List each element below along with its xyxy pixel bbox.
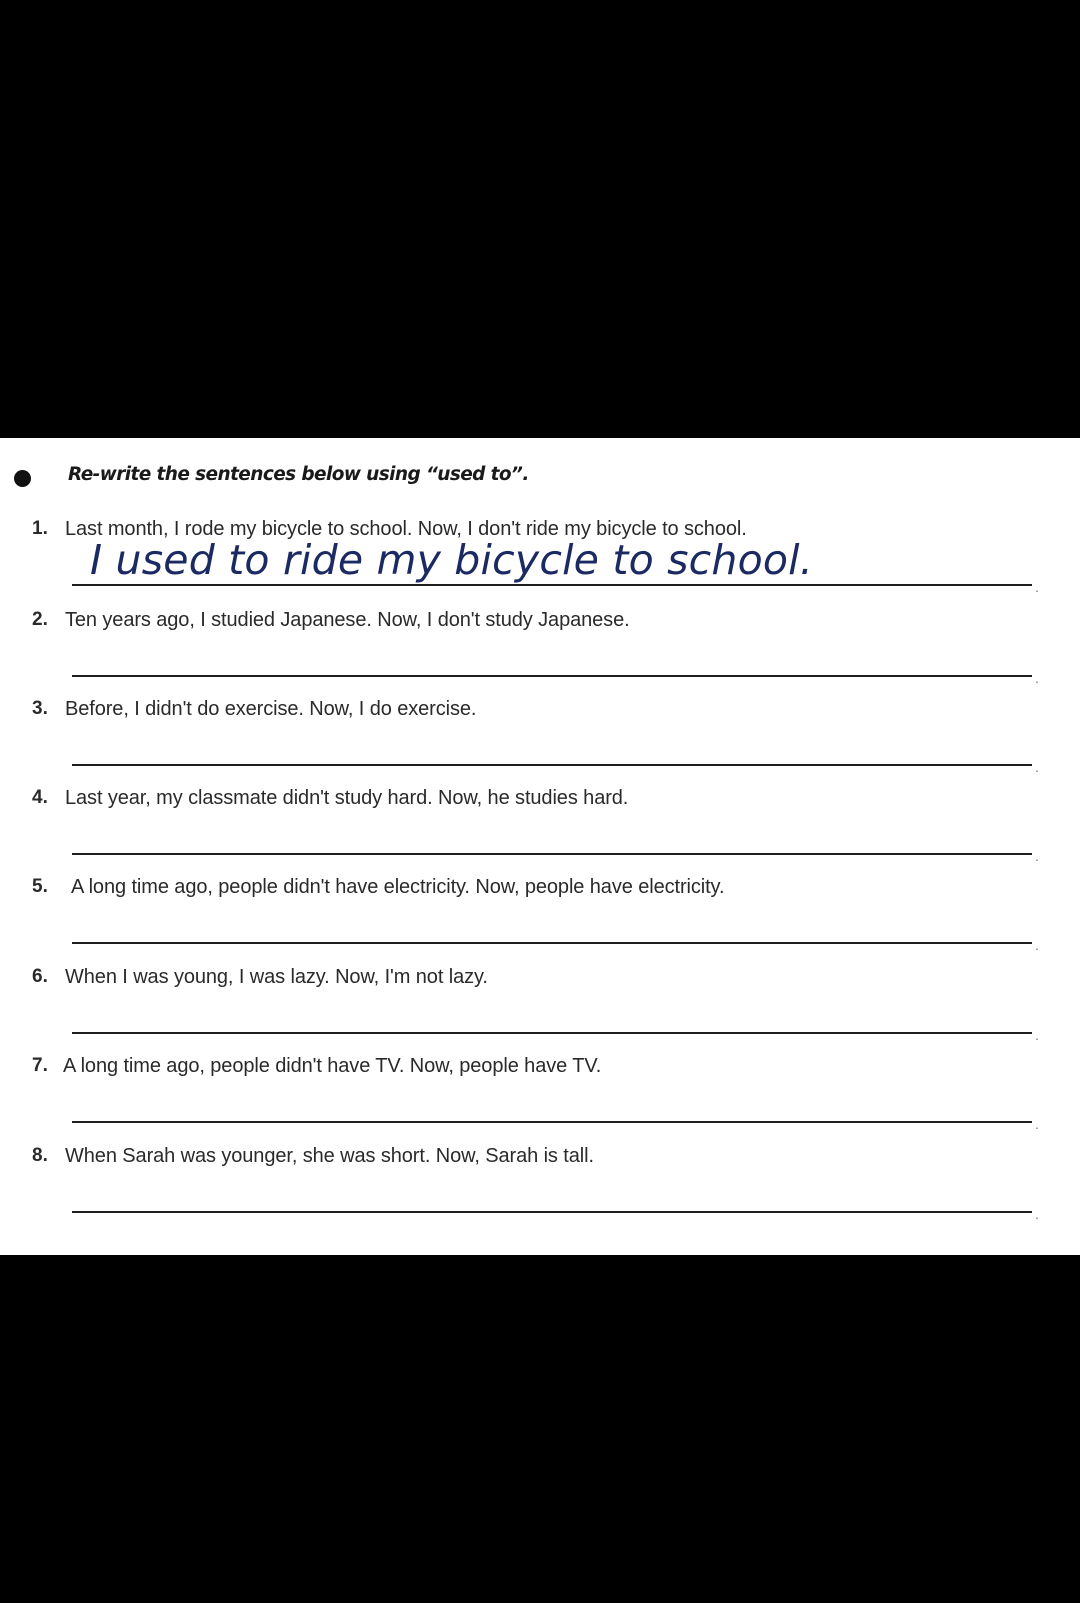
- question-number: 5.: [32, 876, 48, 897]
- worksheet: [0, 438, 1080, 1255]
- question-number: 8.: [32, 1145, 48, 1166]
- answer-line-end-mark: .: [1035, 670, 1039, 686]
- question-text: Before, I didn't do exercise. Now, I do exercise.: [65, 698, 477, 720]
- question-number: 6.: [32, 966, 48, 987]
- question-text: When I was young, I was lazy. Now, I'm not lazy.: [65, 966, 488, 988]
- answer-line-end-mark: .: [1035, 759, 1039, 775]
- question-text: A long time ago, people didn't have TV. Now, people have TV.: [63, 1055, 602, 1077]
- answer-line[interactable]: [72, 1211, 1032, 1213]
- answer-line[interactable]: [72, 1032, 1032, 1034]
- question-text: Last year, my classmate didn't study hard. Now, he studies hard.: [65, 787, 629, 809]
- answer-line[interactable]: [72, 764, 1032, 766]
- answer-line-end-mark: .: [1035, 1116, 1039, 1132]
- instruction: [0, 462, 1080, 492]
- answer-line-end-mark: .: [1035, 1027, 1039, 1043]
- answer-line[interactable]: [72, 675, 1032, 677]
- bullet-icon: [14, 470, 31, 487]
- question-3: [0, 698, 1080, 788]
- answer-line-end-mark: .: [1035, 848, 1039, 864]
- answer-line-end-mark: .: [1035, 579, 1039, 595]
- answer-line-end-mark: .: [1035, 937, 1039, 953]
- question-text: Last month, I rode my bicycle to school. Now, I don't ride my bicycle to school.: [65, 518, 747, 540]
- question-number: 3.: [32, 698, 48, 719]
- question-text: Ten years ago, I studied Japanese. Now, I don't study Japanese.: [65, 609, 630, 631]
- answer-line[interactable]: [72, 853, 1032, 855]
- handwritten-answer[interactable]: I used to ride my bicycle to school.: [90, 536, 813, 584]
- question-number: 1.: [32, 518, 48, 539]
- question-1: [0, 518, 1080, 608]
- question-text: A long time ago, people didn't have electricity. Now, people have electricity.: [71, 876, 725, 898]
- instruction-text: Re-write the sentences below using “used to”.: [68, 464, 529, 485]
- answer-line[interactable]: [72, 942, 1032, 944]
- question-2: [0, 609, 1080, 699]
- answer-line[interactable]: [72, 1121, 1032, 1123]
- question-4: [0, 787, 1080, 877]
- question-number: 7.: [32, 1055, 48, 1076]
- answer-line[interactable]: [72, 584, 1032, 586]
- question-number: 2.: [32, 609, 48, 630]
- question-6: [0, 966, 1080, 1056]
- question-text: When Sarah was younger, she was short. Now, Sarah is tall.: [65, 1145, 594, 1167]
- question-8: [0, 1145, 1080, 1235]
- question-5: [0, 876, 1080, 966]
- answer-line-end-mark: .: [1035, 1206, 1039, 1222]
- question-7: [0, 1055, 1080, 1145]
- question-number: 4.: [32, 787, 48, 808]
